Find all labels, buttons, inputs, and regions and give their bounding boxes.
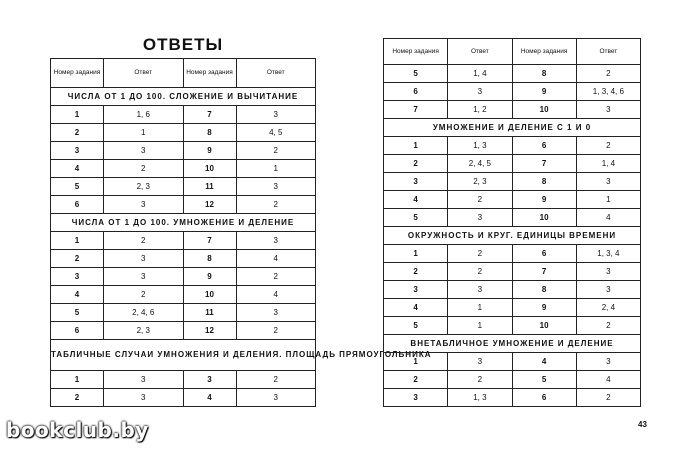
answer-cell: 2 (104, 160, 184, 178)
task-number-cell: 3 (384, 281, 448, 299)
section-row (384, 119, 641, 137)
table-row (384, 317, 641, 335)
task-number-cell: 12 (183, 196, 236, 214)
table-row (384, 209, 641, 227)
task-number-cell: 7 (183, 106, 236, 124)
answer-cell: 2 (448, 245, 512, 263)
task-number-cell: 7 (512, 263, 576, 281)
answer-cell: 2 (236, 268, 316, 286)
answer-cell: 2 (236, 196, 316, 214)
header-task-number: Номер задания (384, 39, 448, 65)
answer-cell: 4 (576, 371, 640, 389)
task-number-cell: 7 (512, 155, 576, 173)
table-row (51, 250, 316, 268)
task-number-cell: 9 (512, 191, 576, 209)
answer-cell: 3 (576, 281, 640, 299)
table-row (51, 232, 316, 250)
task-number-cell: 4 (512, 353, 576, 371)
table-row (384, 371, 641, 389)
answer-cell: 1, 2 (448, 101, 512, 119)
task-number-cell: 4 (51, 286, 104, 304)
section-row (51, 340, 316, 371)
section-heading: ТАБЛИЧНЫЕ СЛУЧАИ УМНОЖЕНИЯ И ДЕЛЕНИЯ. ПЛОЩАДЬ ПРЯМОУГОЛЬНИКА (51, 340, 316, 371)
answer-cell: 3 (576, 353, 640, 371)
table-row (51, 286, 316, 304)
task-number-cell: 8 (183, 250, 236, 268)
task-number-cell: 10 (512, 101, 576, 119)
task-number-cell: 2 (384, 263, 448, 281)
task-number-cell: 8 (512, 65, 576, 83)
section-heading: ОКРУЖНОСТЬ И КРУГ. ЕДИНИЦЫ ВРЕМЕНИ (384, 227, 641, 245)
task-number-cell: 1 (384, 353, 448, 371)
table-row (51, 106, 316, 124)
task-number-cell: 5 (512, 371, 576, 389)
table-row (384, 101, 641, 119)
answer-cell: 2 (576, 137, 640, 155)
answer-cell: 2, 4, 5 (448, 155, 512, 173)
header-task-number: Номер задания (512, 39, 576, 65)
table-row (384, 173, 641, 191)
header-task-number: Номер задания (183, 59, 236, 88)
task-number-cell: 3 (384, 389, 448, 407)
header-task-number: Номер задания (51, 59, 104, 88)
answer-cell: 4 (236, 286, 316, 304)
header-answer: Ответ (448, 39, 512, 65)
answer-cell: 1 (448, 317, 512, 335)
task-number-cell: 3 (51, 142, 104, 160)
table-row (51, 142, 316, 160)
task-number-cell: 10 (183, 286, 236, 304)
task-number-cell: 3 (384, 173, 448, 191)
section-row (51, 88, 316, 106)
answers-table-right (383, 38, 641, 407)
answer-cell: 2, 4 (576, 299, 640, 317)
answers-table-left (50, 58, 432, 407)
table-row (384, 83, 641, 101)
answer-cell: 3 (448, 209, 512, 227)
answer-cell: 3 (104, 196, 184, 214)
answer-cell: 1 (576, 191, 640, 209)
task-number-cell: 10 (512, 317, 576, 335)
table-row (384, 65, 641, 83)
answer-cell: 1, 3, 4, 6 (576, 83, 640, 101)
answer-cell: 2, 4, 6 (104, 304, 184, 322)
answer-cell: 3 (448, 83, 512, 101)
task-number-cell: 5 (51, 304, 104, 322)
section-row (384, 335, 641, 353)
section-heading: ВНЕТАБЛИЧНОЕ УМНОЖЕНИЕ И ДЕЛЕНИЕ (384, 335, 641, 353)
header-answer: Ответ (104, 59, 184, 88)
task-number-cell: 10 (183, 160, 236, 178)
table-row (384, 389, 641, 407)
answer-cell: 1, 4 (576, 155, 640, 173)
task-number-cell: 9 (512, 299, 576, 317)
answer-cell: 3 (236, 178, 316, 196)
answer-cell: 1, 3 (448, 137, 512, 155)
task-number-cell: 3 (51, 268, 104, 286)
task-number-cell: 2 (51, 124, 104, 142)
task-number-cell: 9 (183, 142, 236, 160)
table-row (384, 281, 641, 299)
answer-cell: 1, 3 (448, 389, 512, 407)
table-row (51, 371, 316, 389)
answer-cell: 1 (236, 160, 316, 178)
task-number-cell: 4 (183, 389, 236, 407)
answer-cell: 1, 4 (448, 65, 512, 83)
task-number-cell: 2 (384, 155, 448, 173)
task-number-cell: 1 (384, 137, 448, 155)
table-row (51, 178, 316, 196)
table-row (384, 353, 641, 371)
task-number-cell: 5 (384, 65, 448, 83)
answer-cell: 3 (236, 232, 316, 250)
task-number-cell: 9 (183, 268, 236, 286)
answer-cell: 3 (576, 173, 640, 191)
section-heading: УМНОЖЕНИЕ И ДЕЛЕНИЕ С 1 И 0 (384, 119, 641, 137)
task-number-cell: 6 (512, 245, 576, 263)
answer-cell: 3 (104, 371, 184, 389)
answer-cell: 3 (104, 389, 184, 407)
answer-cell: 2 (576, 65, 640, 83)
table-header-row (384, 39, 641, 65)
answer-cell: 2 (236, 142, 316, 160)
task-number-cell: 4 (384, 299, 448, 317)
task-number-cell: 11 (183, 178, 236, 196)
table-row (384, 155, 641, 173)
answer-cell: 1 (104, 124, 184, 142)
task-number-cell: 5 (384, 209, 448, 227)
task-number-cell: 7 (183, 232, 236, 250)
table-row (51, 196, 316, 214)
task-number-cell: 12 (183, 322, 236, 340)
task-number-cell: 1 (51, 371, 104, 389)
task-number-cell: 10 (512, 209, 576, 227)
task-number-cell: 8 (512, 281, 576, 299)
answer-cell: 3 (576, 263, 640, 281)
table-row (51, 322, 316, 340)
answer-cell: 4 (576, 209, 640, 227)
table-row (51, 389, 316, 407)
page-number: 43 (638, 420, 647, 429)
task-number-cell: 2 (384, 371, 448, 389)
task-number-cell: 5 (384, 317, 448, 335)
answer-cell: 1 (448, 299, 512, 317)
task-number-cell: 8 (512, 173, 576, 191)
table-row (384, 263, 641, 281)
answer-cell: 2 (104, 232, 184, 250)
task-number-cell: 11 (183, 304, 236, 322)
task-number-cell: 1 (51, 106, 104, 124)
task-number-cell: 4 (384, 191, 448, 209)
section-heading: ЧИСЛА ОТ 1 ДО 100. СЛОЖЕНИЕ И ВЫЧИТАНИЕ (51, 88, 316, 106)
header-answer: Ответ (576, 39, 640, 65)
task-number-cell: 1 (51, 232, 104, 250)
task-number-cell: 6 (51, 196, 104, 214)
answer-cell: 3 (448, 281, 512, 299)
answer-cell: 3 (236, 389, 316, 407)
answer-cell: 1, 6 (104, 106, 184, 124)
table-row (384, 245, 641, 263)
answer-cell: 3 (576, 101, 640, 119)
answer-cell: 3 (236, 106, 316, 124)
task-number-cell: 6 (384, 83, 448, 101)
task-number-cell: 4 (51, 160, 104, 178)
task-number-cell: 3 (183, 371, 236, 389)
task-number-cell: 5 (51, 178, 104, 196)
answer-cell: 2 (236, 371, 316, 389)
answer-cell: 3 (236, 304, 316, 322)
answer-cell: 3 (104, 268, 184, 286)
answer-cell: 2, 3 (104, 178, 184, 196)
answer-cell: 3 (104, 250, 184, 268)
table-row (51, 160, 316, 178)
answer-cell: 1, 3, 4 (576, 245, 640, 263)
task-number-cell: 1 (384, 245, 448, 263)
task-number-cell: 2 (51, 389, 104, 407)
answer-cell: 2, 3 (448, 173, 512, 191)
watermark: bookclub.by (6, 418, 149, 442)
answer-cell: 2 (236, 322, 316, 340)
answer-cell: 2 (448, 191, 512, 209)
answer-cell: 3 (448, 353, 512, 371)
task-number-cell: 6 (51, 322, 104, 340)
section-row (51, 214, 316, 232)
task-number-cell: 9 (512, 83, 576, 101)
answer-cell: 3 (104, 142, 184, 160)
table-row (51, 124, 316, 142)
page-title: ОТВЕТЫ (142, 35, 224, 54)
answer-cell: 2 (104, 286, 184, 304)
answer-cell: 2 (576, 389, 640, 407)
answer-cell: 4, 5 (236, 124, 316, 142)
table-row (384, 299, 641, 317)
answer-cell: 2, 3 (104, 322, 184, 340)
table-row (51, 268, 316, 286)
task-number-cell: 8 (183, 124, 236, 142)
section-heading: ЧИСЛА ОТ 1 ДО 100. УМНОЖЕНИЕ И ДЕЛЕНИЕ (51, 214, 316, 232)
table-row (51, 304, 316, 322)
answer-cell: 2 (576, 317, 640, 335)
section-row (384, 227, 641, 245)
task-number-cell: 6 (512, 389, 576, 407)
task-number-cell: 2 (51, 250, 104, 268)
table-row (384, 137, 641, 155)
task-number-cell: 7 (384, 101, 448, 119)
answer-cell: 2 (448, 371, 512, 389)
answer-cell: 4 (236, 250, 316, 268)
table-row (384, 191, 641, 209)
table-header-row (51, 59, 316, 88)
header-answer: Ответ (236, 59, 316, 88)
answer-cell: 2 (448, 263, 512, 281)
task-number-cell: 6 (512, 137, 576, 155)
